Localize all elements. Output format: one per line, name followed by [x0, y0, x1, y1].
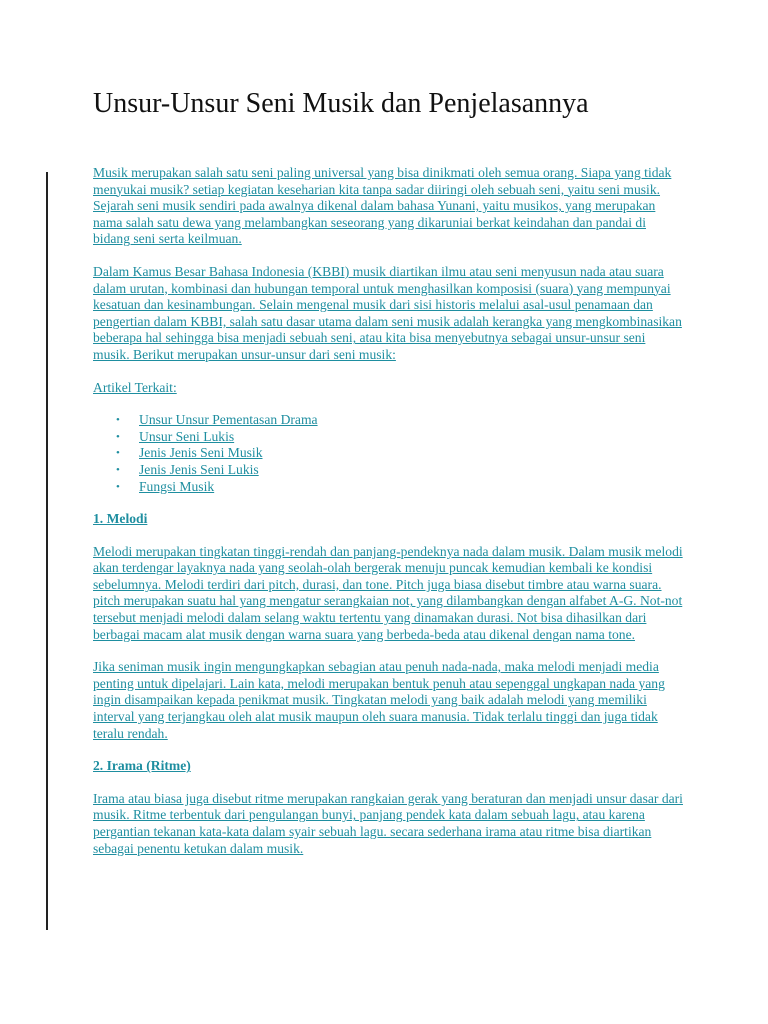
related-link-seni-lukis[interactable]: Unsur Seni Lukis	[139, 428, 235, 444]
intro-text[interactable]: Musik merupakan salah satu seni paling universal yang bisa dinikmati oleh semua orang. Siapa yang tidak menyukai musik? setiap kegiatan keseharian kita tanpa sadar diiringi oleh sebuah seni, yaitu seni musik. Sejarah seni musik sendiri pada awalnya dikenal dalam bahasa Yunani, yaitu musikos, yang merupakan nama salah satu dewa yang melambangkan seseorang yang dikaruniai berkat keindahan dan pandai di bidang seni serta keilmuan.	[93, 165, 672, 247]
related-articles-list	[93, 412, 683, 495]
section-heading-irama[interactable]: 2. Irama (Ritme)	[93, 758, 191, 774]
related-link-jenis-seni-musik[interactable]: Jenis Jenis Seni Musik	[139, 445, 263, 461]
bullet-icon: •	[116, 447, 120, 460]
list-item[interactable]	[116, 429, 683, 446]
related-link-pementasan-drama[interactable]: Unsur Unsur Pementasan Drama	[139, 412, 318, 428]
bullet-icon: •	[116, 430, 120, 443]
left-margin-rule	[46, 172, 48, 930]
related-link-fungsi-musik[interactable]: Fungsi Musik	[139, 478, 215, 494]
list-item[interactable]	[116, 412, 683, 429]
melodi-paragraph-1[interactable]: Melodi merupakan tingkatan tinggi-rendah dan panjang-pendeknya nada dalam musik. Dalam musik melodi akan terdengar layaknya nada yang seolah-olah bergerak menuju puncak kemudian kembali ke kondisi sebelumnya. Melodi terdiri dari pitch, durasi, dan tone. Pitch juga biasa disebut timbre atau warna suara. pitch merupakan suatu hal yang mengatur serangkaian not, yang dilambangkan dengan alfabet A-G. Not-not tersebut menjadi melodi dalam selang waktu tertentu yang dinamakan durasi. Not bisa dihasilkan dari berbagai macam alat musik dengan warna suara yang berbeda-beda atau dikenal dengan nama tone.	[93, 543, 683, 642]
bullet-icon: •	[116, 414, 120, 427]
irama-paragraph-1[interactable]: Irama atau biasa juga disebut ritme merupakan rangkaian gerak yang beraturan dan menjadi unsur dasar dari musik. Ritme terbentuk dari pengulangan bunyi, panjang pendek kata dalam sebuah lagu, atau karena pergantian tekanan kata-kata dalam syair sebuah lagu. secara sederhana irama atau ritme bisa diartikan sebagai penentu ketukan dalam musik.	[93, 790, 683, 856]
kbbi-text[interactable]: Dalam Kamus Besar Bahasa Indonesia (KBBI) musik diartikan ilmu atau seni menyusun nada atau suara dalam urutan, kombinasi dan hubungan temporal untuk menghasilkan komposisi (suara) yang mempunyai kesatuan dan kesinambungan. Selain mengenal musik dari sisi historis melalui asal-usul penamaan dan pengertian dalam KBBI, salah satu dasar utama dalam seni musik adalah kerangka yang mengkombinasikan beberapa hal sehingga bisa menjadi sebuah seni, atau kita bisa menyebutnya sebagai unsur-unsur seni musik. Berikut merupakan unsur-unsur dari seni musik:	[93, 263, 682, 362]
article-body	[93, 165, 683, 873]
related-link-jenis-seni-lukis[interactable]: Jenis Jenis Seni Lukis	[139, 461, 259, 477]
bullet-icon: •	[116, 480, 120, 493]
melodi-paragraph-2[interactable]: Jika seniman musik ingin mengungkapkan sebagian atau penuh nada-nada, maka melodi menjadi media penting untuk dipelajari. Lain kata, melodi merupakan bentuk penuh atau sepenggal ungkapan nada yang ingin disampaikan kepada penikmat musik. Tingkatan melodi yang baik adalah melodi yang memiliki interval yang terjangkau oleh alat musik maupun oleh suara manusia. Tidak terlalu tinggi dan juga tidak teralu rendah.	[93, 659, 665, 741]
list-item[interactable]	[116, 462, 683, 479]
list-item[interactable]	[116, 445, 683, 462]
bullet-icon: •	[116, 463, 120, 476]
kbbi-paragraph[interactable]	[93, 264, 683, 364]
page-title: Unsur-Unsur Seni Musik dan Penjelasannya	[93, 88, 589, 119]
section-heading-melodi[interactable]: 1. Melodi	[93, 511, 148, 527]
related-articles-label[interactable]: Artikel Terkait:	[93, 379, 177, 395]
intro-paragraph[interactable]	[93, 165, 683, 248]
list-item[interactable]	[116, 479, 683, 496]
